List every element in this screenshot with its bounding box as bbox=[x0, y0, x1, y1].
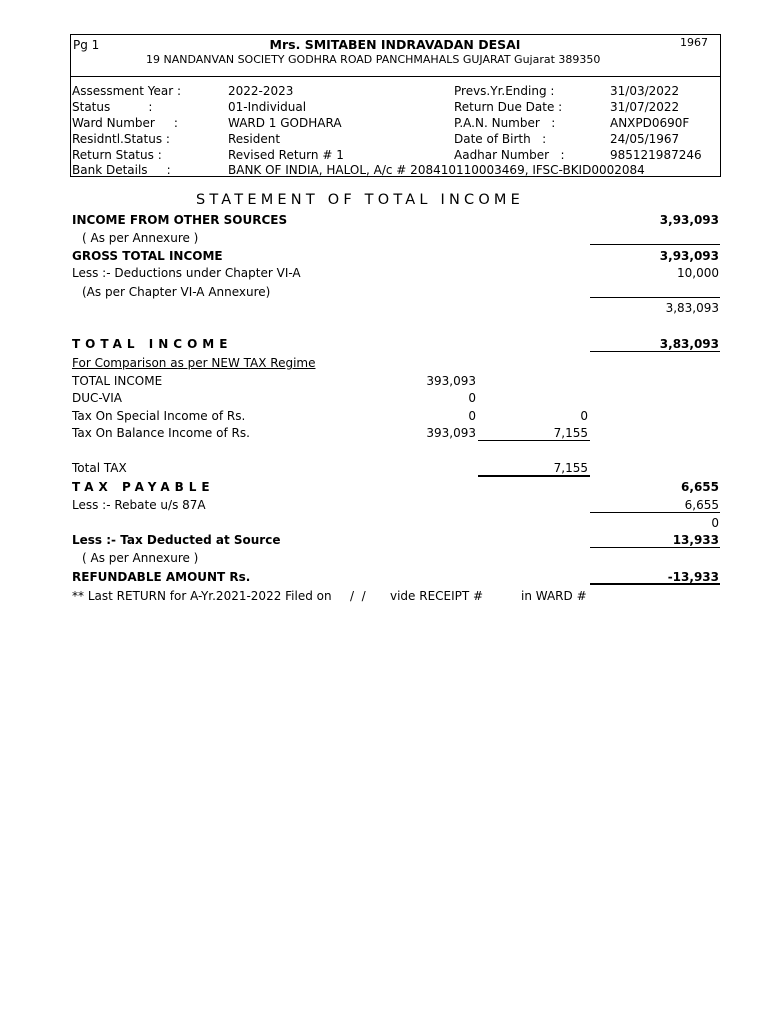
in-ward: in WARD # bbox=[521, 589, 587, 603]
label-residential-status: Residntl.Status : bbox=[72, 132, 170, 146]
underline-rebate bbox=[590, 512, 720, 513]
value-special-tax: 0 bbox=[580, 409, 588, 423]
value-income-other-sources: 3,93,093 bbox=[659, 213, 719, 227]
note-per-annexure: ( As per Annexure ) bbox=[82, 231, 199, 245]
note-per-annexure-tds: ( As per Annexure ) bbox=[82, 551, 199, 565]
label-status: Status : bbox=[72, 100, 153, 114]
vide-receipt: vide RECEIPT # bbox=[390, 589, 484, 603]
value-pan-number: ANXPD0690F bbox=[610, 116, 690, 130]
value-date-of-birth: 24/05/1967 bbox=[610, 132, 680, 146]
label-duc-via: DUC-VIA bbox=[72, 391, 122, 405]
underline-tds bbox=[590, 547, 720, 548]
label-tax-special-income: Tax On Special Income of Rs. bbox=[72, 409, 246, 423]
label-refundable-amount: REFUNDABLE AMOUNT Rs. bbox=[72, 570, 251, 584]
value-gross-total-income: 3,93,093 bbox=[659, 249, 719, 263]
value-balance-tax: 7,155 bbox=[553, 426, 588, 440]
double-underline-refundable bbox=[590, 583, 720, 585]
label-tax-payable: TAX PAYABLE bbox=[72, 480, 215, 494]
label-return-status: Return Status : bbox=[72, 148, 162, 162]
value-tax-payable: 6,655 bbox=[681, 480, 719, 494]
value-cmp-total-income: 393,093 bbox=[426, 374, 476, 388]
header-code: 1967 bbox=[680, 36, 708, 49]
value-return-due-date: 31/07/2022 bbox=[610, 100, 680, 114]
label-total-income: TOTAL INCOME bbox=[72, 337, 233, 351]
value-total-tax: 7,155 bbox=[553, 461, 588, 475]
header-divider bbox=[70, 76, 721, 77]
value-total-income: 3,83,093 bbox=[659, 337, 719, 351]
label-rebate: Less :- Rebate u/s 87A bbox=[72, 498, 206, 512]
label-return-due-date: Return Due Date : bbox=[454, 100, 563, 114]
label-aadhar-number: Aadhar Number : bbox=[454, 148, 565, 162]
value-duc-via: 0 bbox=[468, 391, 476, 405]
underline-deductions bbox=[590, 297, 720, 298]
note-chapter-annexure: (As per Chapter VI-A Annexure) bbox=[82, 285, 271, 299]
value-after-rebate: 0 bbox=[711, 516, 719, 530]
label-deductions: Less :- Deductions under Chapter VI-A bbox=[72, 266, 301, 280]
underline-balance-tax bbox=[478, 440, 590, 441]
value-return-status: Revised Return # 1 bbox=[228, 148, 344, 162]
label-assessment-year: Assessment Year : bbox=[72, 84, 182, 98]
underline-total-income bbox=[590, 351, 720, 352]
value-aadhar-number: 985121987246 bbox=[610, 148, 702, 162]
value-refundable-amount: -13,933 bbox=[667, 570, 719, 584]
page-number: Pg 1 bbox=[73, 38, 100, 52]
comparison-heading: For Comparison as per NEW TAX Regime bbox=[72, 356, 316, 370]
value-deductions: 10,000 bbox=[677, 266, 719, 280]
value-residential-status: Resident bbox=[228, 132, 281, 146]
label-bank-details: Bank Details : bbox=[72, 163, 171, 177]
value-status: 01-Individual bbox=[228, 100, 307, 114]
value-bank-details: BANK OF INDIA, HALOL, A/c # 208410110003469, IFSC-BKID0002084 bbox=[228, 163, 645, 177]
label-gross-total-income: GROSS TOTAL INCOME bbox=[72, 249, 223, 263]
value-balance-income: 393,093 bbox=[426, 426, 476, 440]
last-return-date: / / bbox=[350, 589, 366, 603]
value-prev-year-ending: 31/03/2022 bbox=[610, 84, 680, 98]
statement-title: STATEMENT OF TOTAL INCOME bbox=[195, 192, 525, 208]
value-tds: 13,933 bbox=[672, 533, 719, 547]
label-cmp-total-income: TOTAL INCOME bbox=[72, 374, 163, 388]
assessee-address: 19 NANDANVAN SOCIETY GODHRA ROAD PANCHMAHALS GUJARAT Gujarat 389350 bbox=[146, 53, 601, 66]
value-assessment-year: 2022-2023 bbox=[228, 84, 294, 98]
value-ward-number: WARD 1 GODHARA bbox=[228, 116, 342, 130]
double-underline-total-tax bbox=[478, 475, 590, 477]
value-special-income: 0 bbox=[468, 409, 476, 423]
assessee-name: Mrs. SMITABEN INDRAVADAN DESAI bbox=[269, 37, 521, 52]
label-prev-year-ending: Prevs.Yr.Ending : bbox=[454, 84, 555, 98]
label-pan-number: P.A.N. Number : bbox=[454, 116, 556, 130]
label-income-other-sources: INCOME FROM OTHER SOURCES bbox=[72, 213, 288, 227]
label-ward-number: Ward Number : bbox=[72, 116, 178, 130]
label-tax-balance-income: Tax On Balance Income of Rs. bbox=[72, 426, 250, 440]
label-total-tax: Total TAX bbox=[72, 461, 127, 475]
value-net-income: 3,83,093 bbox=[665, 301, 719, 315]
underline-other-sources bbox=[590, 244, 720, 245]
label-tds: Less :- Tax Deducted at Source bbox=[72, 533, 281, 547]
last-return-text: ** Last RETURN for A-Yr.2021-2022 Filed on bbox=[72, 589, 332, 603]
value-rebate: 6,655 bbox=[684, 498, 719, 512]
label-date-of-birth: Date of Birth : bbox=[454, 132, 547, 146]
